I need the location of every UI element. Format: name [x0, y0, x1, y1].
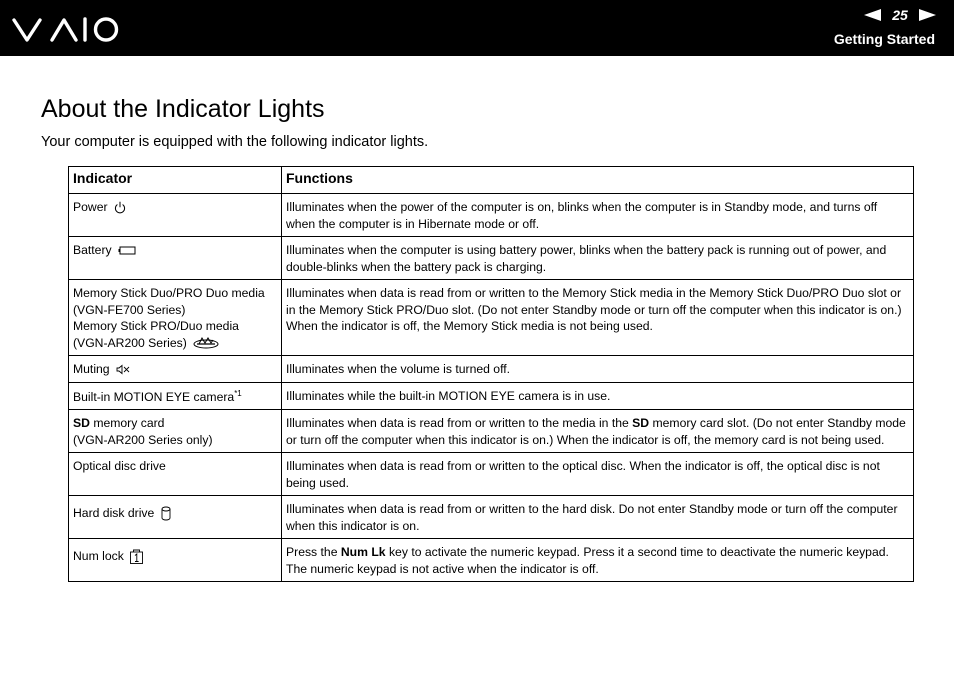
function-text-bold: SD: [632, 416, 650, 431]
previous-page-arrow-icon[interactable]: [864, 9, 881, 21]
indicator-label: (VGN-AR200 Series only): [73, 432, 213, 447]
function-text: memory card slot. (Do not enter Standby mode or turn off the computer when this indicator is on.) When the indicator is off, the memory card is not being used.: [286, 416, 906, 447]
column-header-indicator: Indicator: [69, 167, 282, 194]
table-row: [69, 410, 914, 453]
column-header-functions: Functions: [282, 167, 914, 194]
indicator-label: Hard disk drive: [73, 506, 155, 521]
indicator-cell: [69, 194, 282, 237]
function-cell: [282, 410, 914, 453]
battery-icon: [118, 246, 136, 255]
function-text-bold: Num Lk: [340, 545, 386, 560]
num-lock-icon: [130, 549, 143, 564]
indicator-cell: [69, 496, 282, 539]
function-text: Illuminates when data is read from or written to the media in the: [286, 416, 633, 431]
indicator-label: Battery: [73, 243, 112, 257]
indicator-label: Optical disc drive: [73, 459, 166, 474]
function-cell: Illuminates when the volume is turned off.: [282, 356, 914, 383]
function-cell: Illuminates when data is read from or written to the optical disc. When the indicator is off, the optical disc is not being used.: [282, 453, 914, 496]
indicator-table: [68, 166, 914, 582]
vaio-logo: [12, 12, 122, 46]
table-row: [69, 237, 914, 280]
next-page-arrow-icon[interactable]: [919, 9, 936, 21]
indicator-label: memory card: [89, 416, 165, 431]
indicator-cell: [69, 539, 282, 582]
function-cell: Illuminates while the built-in MOTION EYE camera is in use.: [282, 382, 914, 410]
indicator-label: Memory Stick PRO/Duo media: [73, 319, 239, 333]
table-row: [69, 280, 914, 356]
indicator-cell: [69, 453, 282, 496]
function-cell: Illuminates when data is read from or written to the Memory Stick media in the Memory Stick Duo/PRO Duo slot or in the Memory Stick PRO/Duo slot. (Do not enter Standby mode or turn off the computer when this indicator is on.) When the indicator is off, the Memory Stick media is not being used.: [282, 280, 914, 356]
indicator-label: (VGN-AR200 Series): [73, 335, 187, 350]
indicator-label-bold: SD: [73, 416, 90, 431]
page-number: 25: [892, 7, 908, 23]
table-row: [69, 453, 914, 496]
indicator-cell: [69, 356, 282, 383]
indicator-cell: [69, 237, 282, 280]
table-row: [69, 194, 914, 237]
section-title: Getting Started: [833, 31, 935, 47]
function-cell: Illuminates when the power of the computer is on, blinks when the computer is in Standby mode, and turns off when the computer is in Hibernate mode or off.: [282, 194, 914, 237]
function-text: Press the: [286, 545, 341, 560]
indicator-cell: [69, 280, 282, 356]
function-cell: Illuminates when data is read from or written to the hard disk. Do not enter Standby mode or turn off the computer when this indicator is on.: [282, 496, 914, 539]
table-header-row: [69, 167, 914, 194]
indicator-cell: [69, 382, 282, 410]
table-row: [69, 539, 914, 582]
page-navigation: [864, 7, 936, 23]
table-row: [69, 382, 914, 410]
mute-icon: [116, 364, 130, 375]
indicator-cell: [69, 410, 282, 453]
indicator-label: Memory Stick Duo/PRO Duo media: [73, 286, 265, 300]
table-row: [69, 496, 914, 539]
indicator-label: Power: [73, 200, 108, 214]
function-cell: Illuminates when the computer is using battery power, blinks when the battery pack is running out of power, and double-blinks when the battery pack is charging.: [282, 237, 914, 280]
function-cell: [282, 539, 914, 582]
indicator-label: Num lock: [73, 549, 124, 564]
footnote-marker: *1: [234, 388, 242, 398]
power-icon: [114, 201, 126, 214]
page-title: About the Indicator Lights: [41, 95, 325, 123]
memory-stick-icon: [193, 336, 219, 350]
table-row: [69, 356, 914, 383]
page-header: [0, 0, 954, 56]
indicator-label: Built-in MOTION EYE camera: [73, 389, 235, 404]
function-text: key to activate the numeric keypad. Press it a second time to deactivate the numeric keypad. The numeric keypad is not active when the indicator is off.: [286, 545, 889, 576]
indicator-label: (VGN-FE700 Series): [73, 302, 186, 317]
hard-disk-icon: [161, 506, 171, 521]
intro-text: Your computer is equipped with the following indicator lights.: [41, 134, 429, 150]
indicator-label: Muting: [73, 362, 110, 376]
